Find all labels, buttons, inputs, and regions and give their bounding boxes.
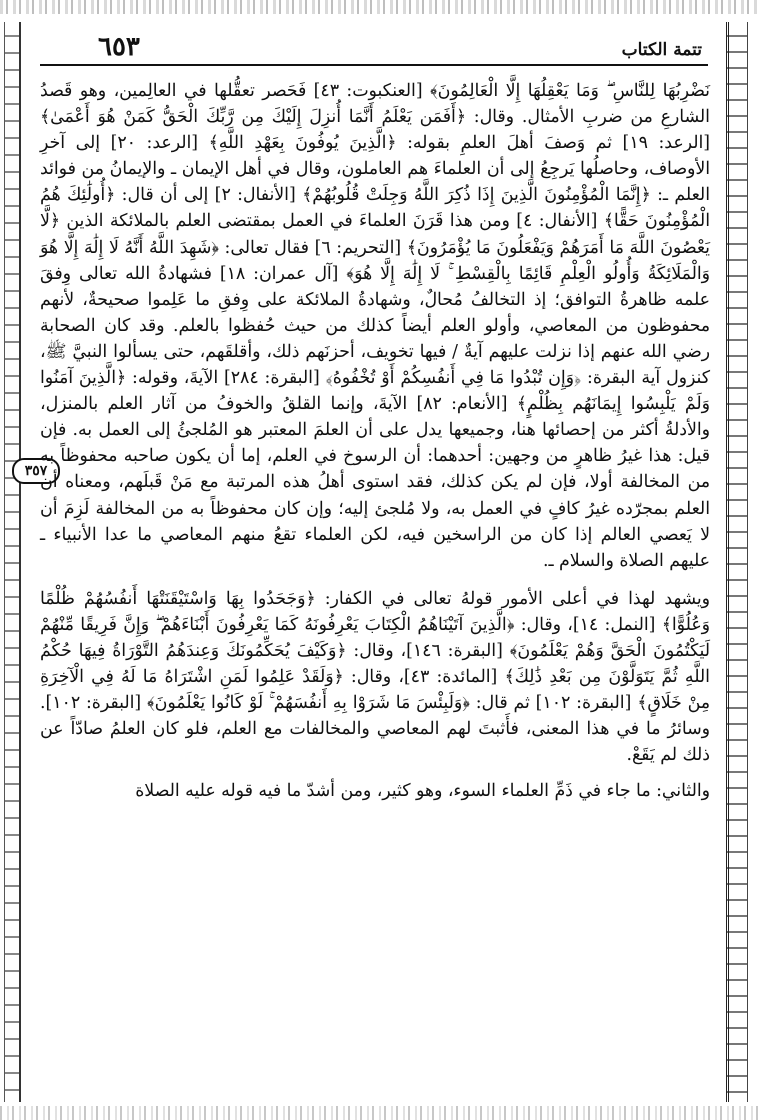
paragraph: نَضْرِبُهَا لِلنَّاسِ ۖ وَمَا يَعْقِلُهَا إِلَّا الْعَالِمُونَ﴾ [العنكبوت: ٤٣] فَحَصر تعقُّلها في العالِمين، وهو قَصدُ الشارعِ من ضربِ الأمثال. وقال: ﴿أَفَمَن يَعْلَمُ أَنَّمَا أُنزِلَ إِلَيْكَ مِن رَّبِّكَ الْحَقُّ كَمَنْ هُوَ أَعْمَىٰ﴾ [الرعد: ١٩] ثم وَصفَ أهلَ العلمِ بقوله: ﴿الَّذِينَ يُوفُونَ بِعَهْدِ اللَّهِ﴾ [الرعد: ٢٠] إلى آخرِ الأوصاف، وحاصلُها يَرجِعُ إلى أن العلماءَ هم العاملون، وقال في أهل الإيمان ـ والإيمانُ من فوائد العلم ـ: ﴿إِنَّمَا الْمُؤْمِنُونَ الَّذِينَ إِذَا ذُكِرَ اللَّهُ وَجِلَتْ قُلُوبُهُمْ﴾ [الأنفال: ٢] إلى أن قال: ﴿أُولَٰئِكَ هُمُ الْمُؤْمِنُونَ حَقًّا﴾ [الأنفال: ٤] ومن هذا قَرَنَ العلماءَ في العمل بمقتضى العلم بالملائكة الذين ﴿لَّا يَعْصُونَ اللَّهَ مَا أَمَرَهُمْ وَيَفْعَلُونَ مَا يُؤْمَرُونَ﴾ [التحريم: ٦] فقال تعالى: ﴿شَهِدَ اللَّهُ أَنَّهُ لَا إِلَٰهَ إِلَّا هُوَ وَالْمَلَائِكَةُ وَأُولُو الْعِلْمِ قَائِمًا بِالْقِسْطِ ۚ لَا إِلَٰهَ إِلَّا هُوَ﴾ [آل عمران: ١٨] فشهادةُ الله تعالى وِفقَ علمه ظاهرةُ التوافق؛ إذ التخالفُ مُحالٌ، وشهادةُ الملائكة على وِفقِ ما عَلِموا صحيحةٌ، لأنهم محفوظون من المعاصي، وأولو العلم أيضاً كذلك من حيث حُفظوا بالعلم. وقد كان الصحابة رضي الله عنهم إذا نزلت عليهم آيةٌ / فيها تخويف، أحزنَهم ذلك، وأقلقَهم، حتى يسألوا النبيَّ ﷺ، كنزول آية البقرة: ﴿وَإِن تُبْدُوا مَا فِي أَنفُسِكُمْ أَوْ تُخْفُوهُ﴾ [البقرة: ٢٨٤] الآيةَ، وقوله: ﴿الَّذِينَ آمَنُوا وَلَمْ يَلْبِسُوا إِيمَانَهُم بِظُلْمٍ﴾ [الأنعام: ٨٢] الآيةَ، وإنما القلقُ والخوفُ من آثار العلم بالمنزل، والأدلةُ أكثر من إحصائها هنا، وجميعها يدل على أن العلمَ المعتبر هو المُلجئُ إلى العمل به. فإن قيل: هذا غيرُ ظاهرٍ من وجهين: أحدهما: أن الرسوخ في العلم، إما أن يكون صاحبه محفوظاً به من المخالفة أولا، فإن لم يكن كذلك، فقد استوى أهلُ هذه المرتبة مع مَنْ قَبلَهم، ومعناه أن العلم بمجرّده غيرُ كافٍ في العمل به، ولا مُلجئ إليه؛ وإن كان محفوظاً به من المخالفة لَزِمَ أن لا يَعصي العالم إذا كان من الراسخين فيه، لكن العلماء تقعُ منهم المعاصي ما عدا الأنبياء ـ عليهم الصلاة والسلام ـ. [40,81,711,571]
ornamental-border-left [4,22,21,1102]
page-number: ٦٥٣ [98,32,140,62]
paragraph: ويشهد لهذا في أعلى الأمور قولهُ تعالى في الكفار: ﴿وَجَحَدُوا بِهَا وَاسْتَيْقَنَتْهَا أَنفُسُهُمْ ظُلْمًا وَعُلُوًّا﴾ [النمل: ١٤]، وقال: ﴿الَّذِينَ آتَيْنَاهُمُ الْكِتَابَ يَعْرِفُونَهُ كَمَا يَعْرِفُونَ أَبْنَاءَهُمْ ۖ وَإِنَّ فَرِيقًا مِّنْهُمْ لَيَكْتُمُونَ الْحَقَّ وَهُمْ يَعْلَمُونَ﴾ [البقرة: ١٤٦]، وقال: ﴿وَكَيْفَ يُحَكِّمُونَكَ وَعِندَهُمُ التَّوْرَاةُ فِيهَا حُكْمُ اللَّهِ ثُمَّ يَتَوَلَّوْنَ مِن بَعْدِ ذَٰلِكَ﴾ [المائدة: ٤٣]، وقال: ﴿وَلَقَدْ عَلِمُوا لَمَنِ اشْتَرَاهُ مَا لَهُ فِي الْآخِرَةِ مِنْ خَلَاقٍ﴾ [البقرة: ١٠٢] ثم قال: ﴿وَلَبِئْسَ مَا شَرَوْا بِهِ أَنفُسَهُمْ ۚ لَوْ كَانُوا يَعْلَمُونَ﴾ [البقرة: ١٠٢]. وسائرُ ما في هذا المعنى، فأَثبتَ لهم المعاصي والمخالفات مع العلم، فلو كان العلمُ صادّاً عن ذلك لم يَقَعْ. [40,588,711,766]
scan-noise-bottom [0,1106,758,1120]
ornamental-border-right [726,22,748,1102]
page-header [40,30,708,66]
margin-page-marker: ٣٥٧ [12,458,60,484]
scan-noise-top [0,0,758,14]
running-title: تتمة الكتاب [621,40,702,60]
body-text [40,78,710,805]
paragraph: والثاني: ما جاء في ذَمِّ العلماء السوء، وهو كثير، ومن أشدّ ما فيه قوله عليه الصلاة [135,781,710,802]
